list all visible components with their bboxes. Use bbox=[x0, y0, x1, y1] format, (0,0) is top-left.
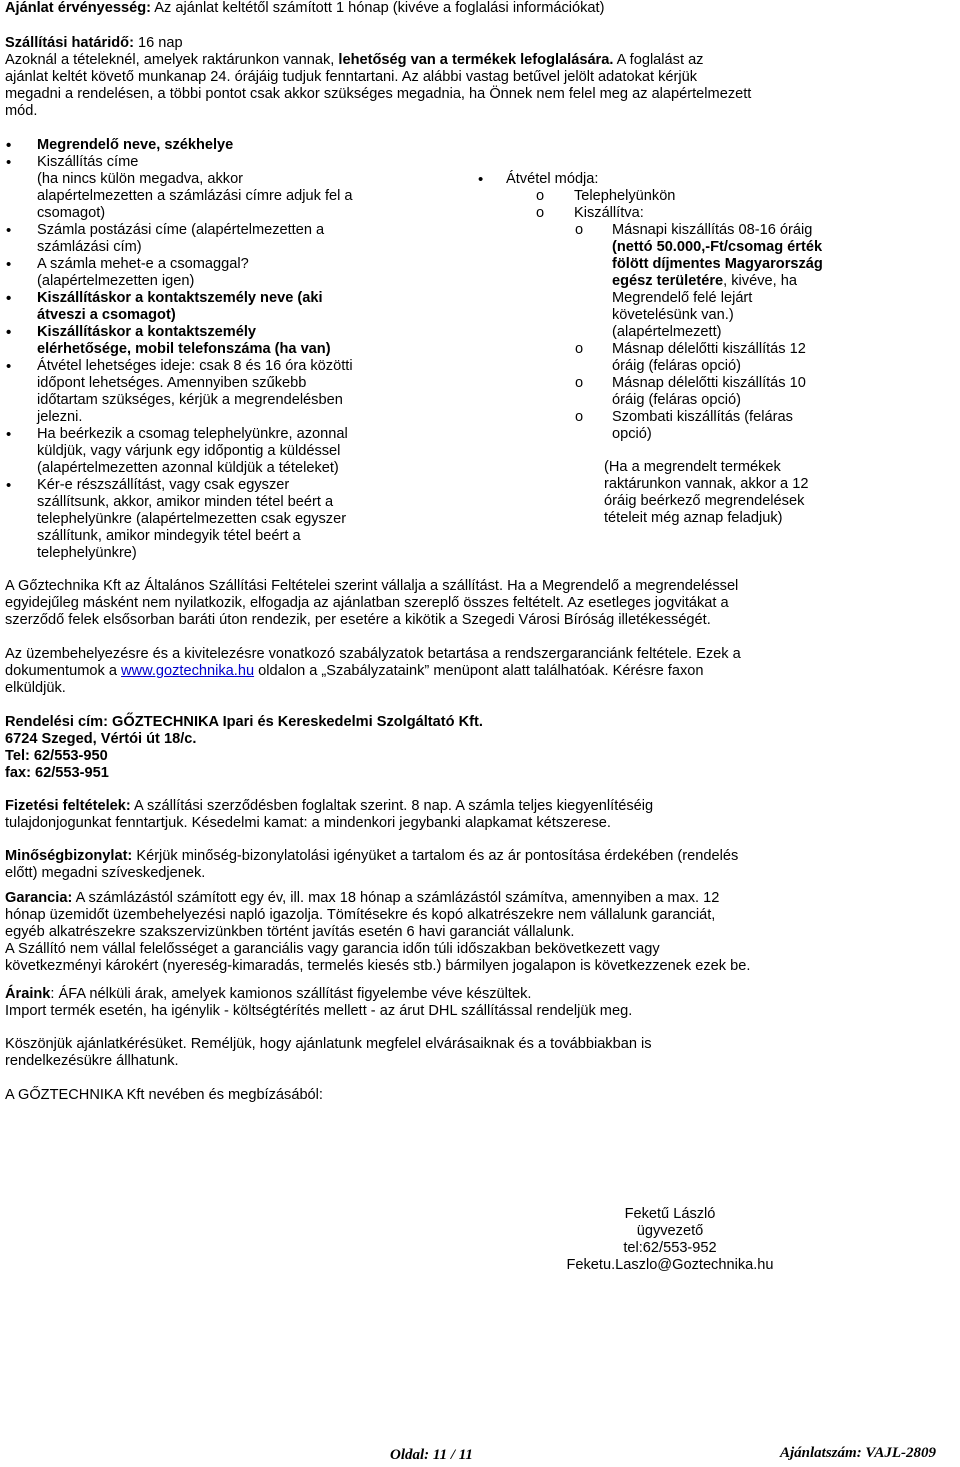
quality-cert bbox=[5, 848, 955, 882]
rules-text: Az üzembehelyezésre és a kivitelezésre vonatkozó szabályzatok betartása a rendszergaranciánk feltétele. Ezek a bbox=[5, 646, 741, 662]
list-item: • Ha beérkezik a csomag telephelyünkre, azonnal küldjük, vagy várjunk egy időpontig a küldéssel (alapértelmezetten azonnal küldjük a tételeket) bbox=[6, 426, 426, 477]
list-item: • Kiszállítás címe (ha nincs külön megadva, akkor alapértelmezetten a számlázási címre adjuk fel a csomagot) bbox=[6, 154, 426, 222]
option-marker: o bbox=[536, 205, 545, 221]
option-text: Másnap délelőtti kiszállítás 10 óráig (feláras opció) bbox=[612, 375, 806, 408]
order-address-line: Rendelési cím: GŐZTECHNIKA Ipari és Kereskedelmi Szolgáltató Kft. bbox=[5, 714, 483, 730]
option-text: követelésünk van.) bbox=[612, 307, 734, 323]
warranty-label: Garancia: bbox=[5, 890, 73, 906]
delivery-value: 16 nap bbox=[133, 35, 183, 51]
pickup-options bbox=[478, 171, 898, 527]
prices-text: Import termék esetén, ha igénylik - költségtérítés mellett - az árut DHL szállítással rendeljük meg. bbox=[5, 1003, 633, 1019]
rules-text: elküldjük. bbox=[5, 680, 66, 696]
warranty bbox=[5, 890, 955, 975]
website-link[interactable]: www.goztechnika.hu bbox=[121, 663, 255, 679]
sub-option-12 bbox=[478, 341, 898, 375]
sub-option-10 bbox=[478, 375, 898, 409]
rules-paragraph bbox=[5, 646, 955, 697]
option-marker: o bbox=[575, 409, 584, 425]
delivery-label: Szállítási határidő: bbox=[5, 35, 134, 51]
on-behalf: A GŐZTECHNIKA Kft nevében és megbízásából: bbox=[5, 1087, 323, 1103]
thanks-text: Köszönjük ajánlatkérésüket. Reméljük, hogy ajánlatunk megfelel elvárásaiknak és a továbbiakban is bbox=[5, 1036, 652, 1052]
sub-option-masnapi bbox=[478, 222, 898, 341]
payment-text: tulajdonjogunkat fenntartjuk. Késedelmi kamat: a mindenkori jegybanki alapkamat kétszerese. bbox=[5, 815, 611, 831]
quality-text: előtt) megadni szíveskedjenek. bbox=[5, 865, 206, 881]
prices-label: Áraink bbox=[5, 986, 51, 1002]
option-marker: o bbox=[536, 188, 545, 204]
option-text-bold: fölött díjmentes Magyarország bbox=[612, 256, 823, 272]
order-phone: Tel: 62/553-950 bbox=[5, 748, 108, 764]
option-text-bold: egész területére bbox=[612, 273, 724, 289]
delivery-text: Az alábbi vastag betűvel jelölt adatokat kérjük bbox=[398, 69, 698, 85]
option-telephely bbox=[478, 188, 898, 205]
option-text: Másnapi kiszállítás 08-16 óráig bbox=[612, 222, 813, 238]
signature-block bbox=[540, 1206, 800, 1274]
prices bbox=[5, 986, 955, 1020]
offer-number: Ajánlatszám: VAJL-2809 bbox=[780, 1445, 936, 1461]
list-item: • Megrendelő neve, székhelye bbox=[6, 137, 426, 154]
order-fax: fax: 62/553-951 bbox=[5, 765, 109, 781]
delivery-text: A foglalást az bbox=[613, 52, 704, 68]
list-item: • Kiszállításkor a kontaktszemély elérhetősége, mobil telefonszáma (ha van) bbox=[6, 324, 426, 358]
payment-text: A szállítási szerződésben foglaltak szerint. 8 nap. A számla teljes kiegyenlítéséig bbox=[130, 798, 654, 814]
signer-role: ügyvezető bbox=[636, 1223, 704, 1239]
option-text: Másnap délelőtti kiszállítás 12 óráig (feláras opció) bbox=[612, 341, 806, 374]
list-item: • Számla postázási címe (alapértelmezetten a számlázási cím) bbox=[6, 222, 426, 256]
delivery-text: megadni a rendelésen, a többi pontot csak akkor szükséges megadnia, ha Önnek nem felel meg az alapértelmezett bbox=[5, 86, 752, 102]
same-day-note: (Ha a megrendelt termékek raktárunkon vannak, akkor a 12 óráig beérkező megrendelések tételeit még aznap feladjuk) bbox=[604, 459, 809, 526]
delivery-text: mód. bbox=[5, 103, 38, 119]
option-label: Kiszállítva: bbox=[574, 205, 644, 221]
option-text-bold: (nettó 50.000,-Ft/csomag érték bbox=[612, 239, 823, 255]
order-address bbox=[5, 714, 955, 782]
option-label: Telephelyünkön bbox=[574, 188, 676, 204]
signer-name: Feketű László bbox=[624, 1206, 716, 1222]
terms-paragraph: A Gőztechnika Kft az Általános Szállítási Feltételei szerint vállalja a szállítást. Ha a Megrendelő a megrendeléssel egyidejűleg másként nem nyilatkozik, elfogadja az ajánlatban szereplő összes feltételt. Az esetleges jogvitákat a szerződő felek elsősorban baráti úton rendezik, per esetére a kikötik a Szegedi Városi Bíróság illetékességét. bbox=[5, 578, 739, 628]
delivery-text: ajánlat keltét követő munkanap 24. órájáig tudjuk fenntartani. bbox=[5, 69, 399, 85]
validity-label: Ajánlat érvényesség: bbox=[5, 0, 152, 16]
quality-label: Minőségbizonylat: bbox=[5, 848, 133, 864]
payment-terms bbox=[5, 798, 955, 832]
warranty-text: A Szállító nem vállal felelősséget a garanciális vagy garancia időn túli időszakban bekövetkezett vagy bbox=[5, 941, 660, 957]
option-text: , kivéve, ha bbox=[723, 273, 797, 289]
option-marker: o bbox=[575, 222, 584, 238]
rules-text: oldalon a „Szabályzataink” menüpont alatt találhatóak. Kérésre faxon bbox=[254, 663, 704, 679]
delivery-text: Azoknál a tételeknél, amelyek raktárunkon vannak, bbox=[5, 52, 339, 68]
quality-text: Kérjük minőség-bizonylatolási igényüket a tartalom és az ár pontosítása érdekében (rendelés bbox=[132, 848, 739, 864]
option-marker: o bbox=[575, 375, 584, 391]
pickup-method-title: • Átvétel módja: bbox=[478, 171, 898, 188]
payment-label: Fizetési feltételek: bbox=[5, 798, 131, 814]
option-marker: o bbox=[575, 341, 584, 357]
list-item: • A számla mehet-e a csomaggal? (alapértelmezetten igen) bbox=[6, 256, 426, 290]
delivery-section bbox=[5, 35, 955, 120]
warranty-text: hónap üzemidőt üzembehelyezési napló igazolja. Tömítésekre és kopó alkatrészekre nem vállalunk garanciát, bbox=[5, 907, 716, 923]
option-kiszallitva bbox=[478, 205, 898, 222]
warranty-text: egyéb alkatrészekre szakszervizünkben történt javítás esetén 6 havi garanciát vállalunk. bbox=[5, 924, 575, 940]
list-item: • Átvétel lehetséges ideje: csak 8 és 16 óra közötti időpont lehetséges. Amennyiben szűkebb időtartam szükséges, kérjük a megrendelésben jelezni. bbox=[6, 358, 426, 426]
order-address-line: 6724 Szeged, Vértói út 18/c. bbox=[5, 731, 197, 747]
warranty-text: következményi károkért (nyereség-kimaradás, termelés kiesés stb.) bármilyen jogalapon is következzenek ezek be. bbox=[5, 958, 751, 974]
list-item: • Kér-e részszállítást, vagy csak egyszer szállítsunk, akkor, amikor minden tétel beért a telephelyünkre (alapértelmezetten csak egyszer szállítunk, amikor mindegyik tétel beért a telephelyünkre) bbox=[6, 477, 426, 562]
rules-text: dokumentumok a bbox=[5, 663, 122, 679]
delivery-text-bold: lehetőség van a termékek lefoglalására. bbox=[338, 52, 614, 68]
option-text: (alapértelmezett) bbox=[612, 324, 722, 340]
signer-phone: tel:62/553-952 bbox=[623, 1240, 717, 1256]
order-data-list bbox=[6, 137, 426, 562]
signer-email: Feketu.Laszlo@Goztechnika.hu bbox=[566, 1257, 774, 1273]
warranty-text: A számlázástól számított egy év, ill. max 18 hónap a számlázástól számítva, amennyiben a max. 12 bbox=[72, 890, 720, 906]
thanks bbox=[5, 1036, 955, 1070]
list-item: • Kiszállításkor a kontaktszemély neve (aki átveszi a csomagot) bbox=[6, 290, 426, 324]
option-text: Megrendelő felé lejárt bbox=[612, 290, 753, 306]
option-text: Szombati kiszállítás (feláras opció) bbox=[612, 409, 793, 442]
prices-text: : ÁFA nélküli árak, amelyek kamionos szállítást figyelembe véve készültek. bbox=[50, 986, 532, 1002]
sub-option-szombat bbox=[478, 409, 898, 443]
page-number: Oldal: 11 / 11 bbox=[390, 1447, 473, 1463]
thanks-text: rendelkezésükre állhatunk. bbox=[5, 1053, 179, 1069]
validity-line bbox=[5, 0, 955, 17]
validity-text: Az ajánlat keltétől számított 1 hónap (kivéve a foglalási információkat) bbox=[151, 0, 605, 16]
